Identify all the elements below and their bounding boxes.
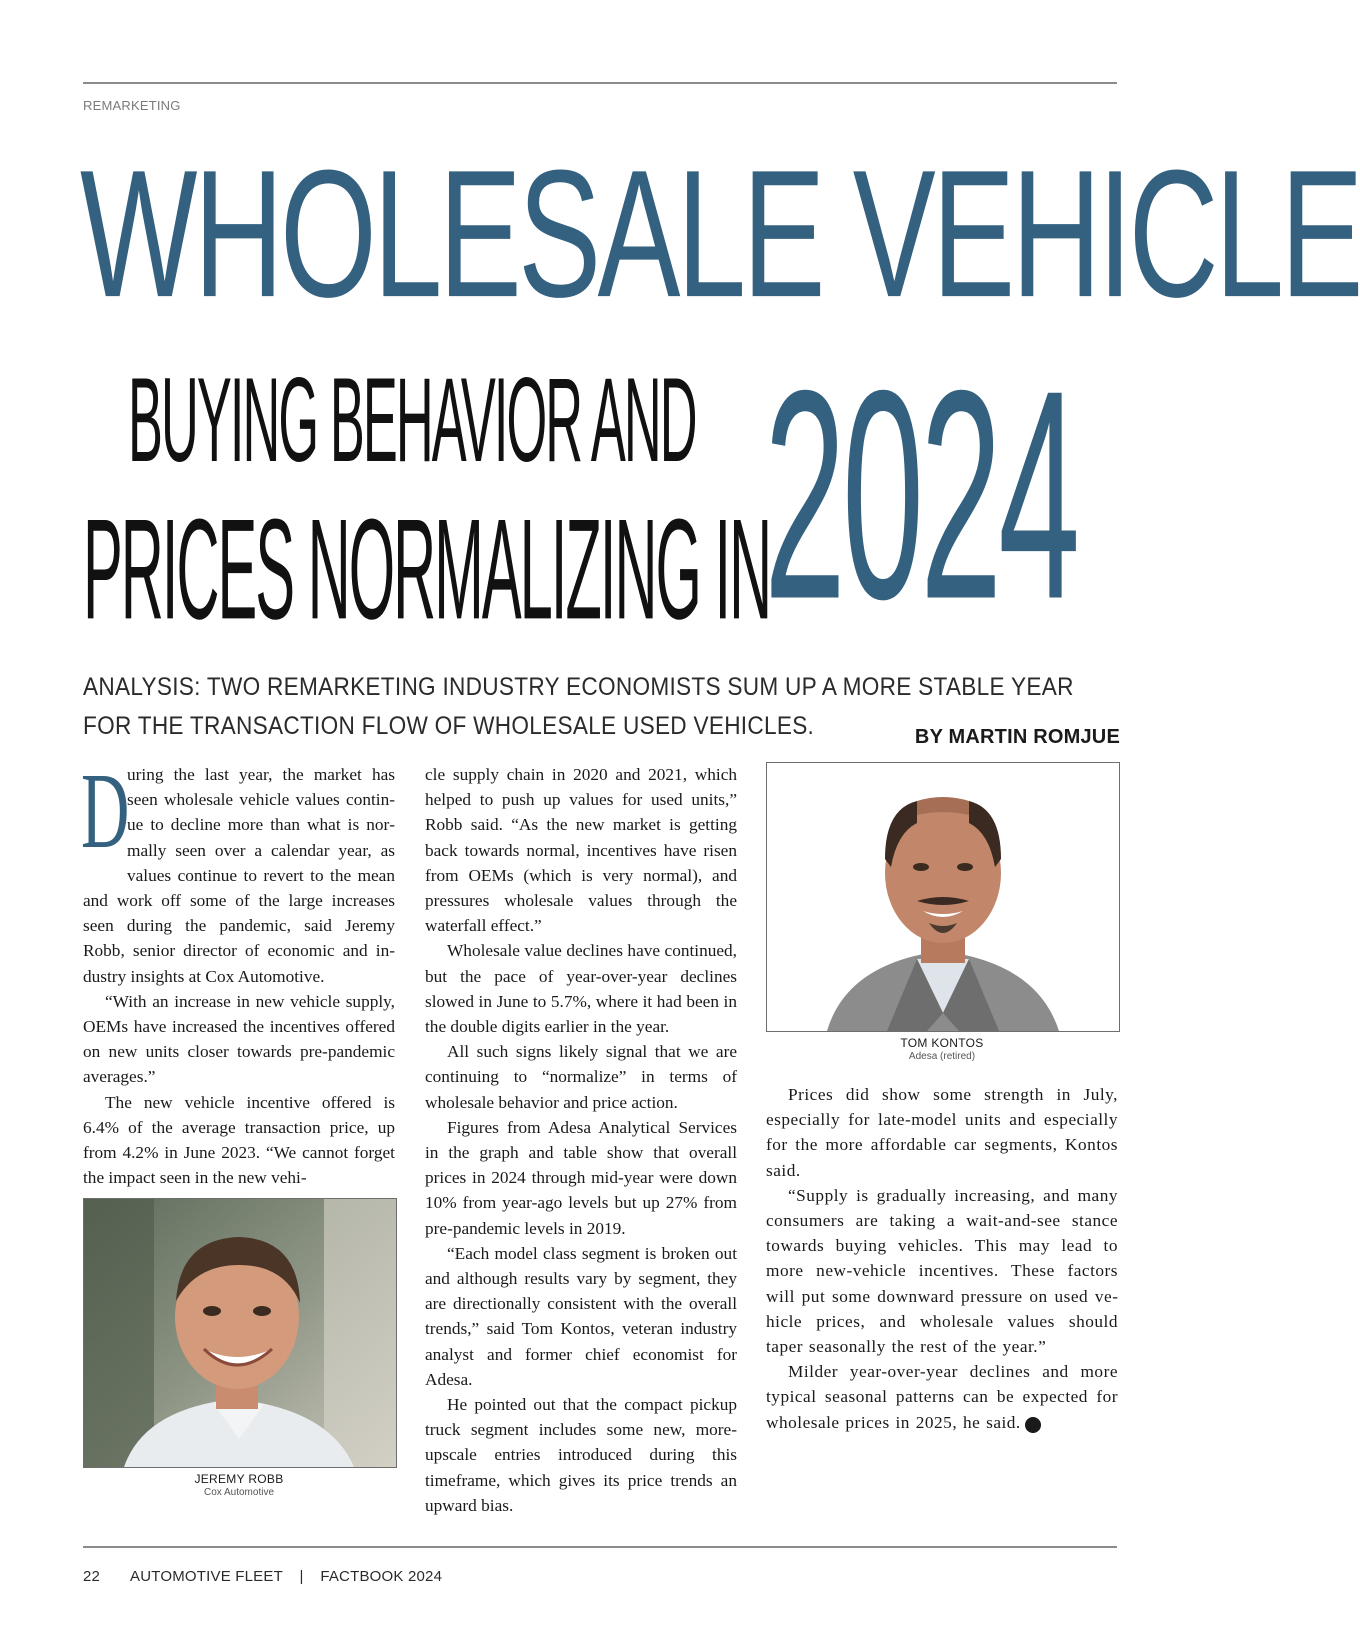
caption-org-kontos: Adesa (retired) (908, 1051, 976, 1062)
article-paragraph: Figures from Adesa Analytical Services in the graph and table show that overall prices in 2024 through mid-year were down 10% from year-ago levels but up 27% from pre-pandemic levels in 2019. (425, 1117, 737, 1238)
deck-line-2: FOR THE TRANSACTION FLOW OF WHOLESALE USED VEHICLES. (83, 712, 815, 740)
article-paragraph: cle supply chain in 2020 and 2021, which helped to push up values for used units,” Robb said. “As the new market is getting back towards normal, incentives have risen from OEMs (which is very normal), and pressures wholesale values through the waterfall effect.” (425, 765, 737, 936)
page-footer (83, 1568, 442, 1585)
portrait-kontos-image (767, 763, 1119, 1031)
article-column-2 (425, 762, 737, 1518)
publication-name: AUTOMOTIVE FLEET (130, 1568, 283, 1585)
article-paragraph: Prices did show some strength in July, especially for late-model units and especially for the more affordable car segments, Kontos said. (766, 1085, 1118, 1180)
headline-line-1: WHOLESALE VEHICLE (80, 132, 1360, 335)
portrait-robb-image (84, 1199, 396, 1467)
article-paragraph: “Supply is gradually increasing, and many consumers are taking a wait-and-see stance towards buying vehicles. This may lead to more new-vehicle incentives. These factors will put some downward pressure on used vehicle prices, and wholesale values should taper seasonally the rest of the year.” (766, 1185, 1118, 1357)
caption-name-kontos: TOM KONTOS (900, 1036, 984, 1050)
article-paragraph: Milder year-over-year declines and more typical seasonal patterns can be expected for wholesale prices in 2025, he said. AF (766, 1362, 1118, 1432)
headline-year: 2024 (764, 327, 1077, 661)
article-paragraph: All such signs likely signal that we are continuing to “normalize” in terms of wholesale behavior and price action. (425, 1042, 737, 1112)
caption-name-robb: JEREMY ROBB (194, 1472, 284, 1486)
byline: BY MARTIN ROMJUE (914, 726, 1120, 748)
bottom-rule (83, 1546, 1117, 1548)
article-paragraph: He pointed out that the compact pickup truck segment includes some new, more-upscale entries introduced during this timeframe, which gives its price trends an upward bias. (425, 1395, 737, 1515)
headline-line-3: PRICES NORMALIZING IN (83, 489, 771, 650)
portrait-photo-kontos (766, 762, 1120, 1032)
article-paragraph: The new vehicle incentive offered is 6.4% of the average transaction price, up from 4.2% in June 2023. “We cannot forget the impact seen in the new vehi- (83, 1092, 395, 1188)
page-number: 22 (83, 1568, 101, 1585)
section-label: REMARKETING (83, 98, 181, 113)
article-paragraph: “Each model class segment is broken out and although results vary by segment, they are directionally consistent with the overall trends,” said Tom Kontos, veteran industry analyst and former chief economist for Adesa. (425, 1243, 737, 1389)
footer-separator: | (299, 1568, 304, 1585)
caption-org-robb: Cox Automotive (203, 1487, 275, 1498)
article-paragraph: “With an increase in new vehicle supply, OEMs have increased the incentives offered on new units closer towards pre-pandemic averages.” (83, 991, 395, 1087)
top-rule (83, 82, 1117, 84)
article-column-3 (766, 1082, 1118, 1435)
headline-line-2: BUYING BEHAVIOR AND (128, 352, 696, 487)
article-paragraph: D uring the last year, the market has seen wholesale vehicle values continue to decline more than what is normally seen over a calendar year, as values continue to revert to the mean and work off some of the large increases seen during the pandemic, said Jeremy Robb, senior director of economic and industry insights at Cox Automotive. (81, 752, 395, 986)
article-column-1 (81, 752, 395, 1190)
drop-cap: D (81, 752, 130, 871)
end-of-article-mark: AF (1025, 1417, 1041, 1433)
deck-line-1: ANALYSIS: TWO REMARKETING INDUSTRY ECONOMISTS SUM UP A MORE STABLE YEAR (83, 673, 1074, 701)
issue-name: FACTBOOK 2024 (320, 1568, 443, 1585)
portrait-photo-robb (83, 1198, 397, 1468)
article-paragraph: Wholesale value declines have continued, but the pace of year-over-year declines slowed in June to 5.7%, where it had been in the double digits earlier in the year. (425, 941, 737, 1037)
